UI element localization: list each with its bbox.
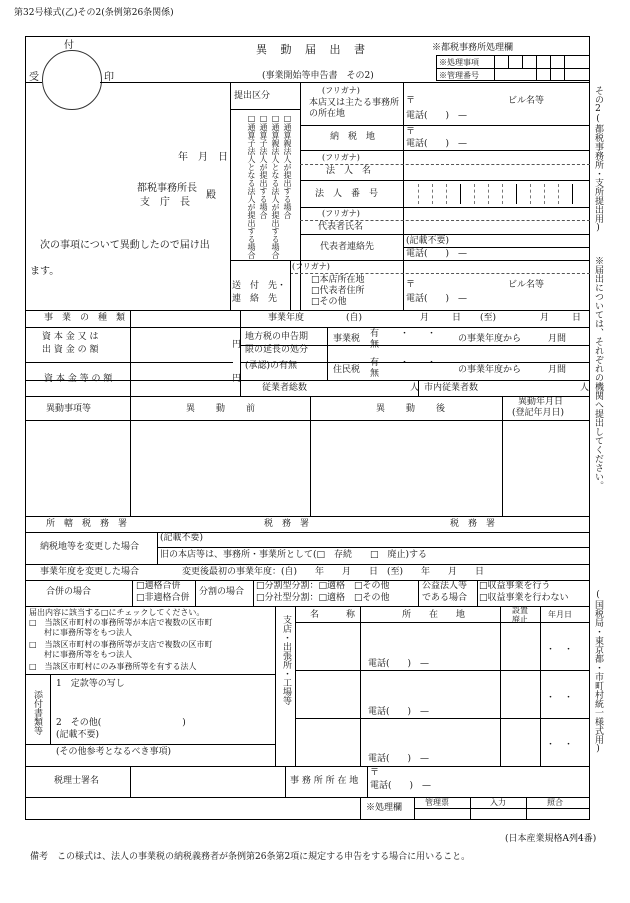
tax-accountant-label: 税理士署名	[54, 776, 100, 786]
rep-contact-note: (記載不要)	[406, 236, 450, 246]
branch-3-dots: ・ ・	[546, 740, 574, 750]
corp-name-label: 法 人 名	[326, 166, 372, 176]
extension-label-1: 地方税の申告期	[245, 332, 309, 342]
branch-1-dots: ・ ・	[546, 645, 574, 655]
fiscal-from-month: 月	[420, 313, 430, 323]
employees-label: 従業者総数	[262, 383, 308, 393]
side-note-bottom: (国税局・東京都・市町村統一様式用)	[593, 590, 603, 754]
enterprise-from-fy: の事業年度から	[458, 334, 522, 344]
resident-months: 月間	[548, 365, 567, 375]
send-building-label: ビル名等	[508, 280, 545, 290]
split-option-1[interactable]: □分割型分割：□適格 □その他	[256, 581, 390, 591]
branch-address-col: 所 在 地	[402, 610, 466, 620]
office-use-title: ※都税事務所処理欄	[432, 43, 514, 53]
form-subtitle: (事業開始等申告書 その2)	[262, 71, 374, 81]
addressee-3: 殿	[206, 190, 216, 201]
send-postal: 〒	[406, 280, 416, 290]
fiscal-year-label: 事業年度	[268, 313, 305, 323]
tax-accountant-field[interactable]	[131, 767, 284, 796]
fiscal-to-month: 月	[540, 313, 550, 323]
send-option-rep[interactable]: □代表者住所	[311, 286, 365, 296]
check-option-3[interactable]: □ 当該区市町村にのみ事務所等を有する法人	[29, 662, 197, 671]
split-option-2[interactable]: □分社型分割：□適格 □その他	[256, 593, 390, 603]
office-use-item2: ※管理番号	[439, 71, 479, 80]
resident-from-fy: の事業年度から	[458, 365, 522, 375]
processing-col-2: 入力	[490, 798, 506, 807]
resident-tax-yes[interactable]: 有	[370, 358, 380, 368]
check-option-2a[interactable]: □ 当該区市町村の事務所等が支店で複数の区市町	[29, 640, 213, 649]
furigana-hq: (フリガナ)	[322, 86, 360, 95]
tax-office-label: 所 轄 税 務 署	[46, 519, 128, 529]
other-reference[interactable]: (その他参考となるべき事項)	[56, 747, 172, 757]
public-corp-label-2: である場合	[422, 593, 468, 603]
fiscal-to-day: 日	[572, 313, 582, 323]
category-option-3[interactable]: □通算親法人となる法人が提出する場合	[271, 114, 280, 259]
receipt-stamp-left: 受	[29, 72, 39, 83]
fiscal-from: (自)	[346, 313, 363, 323]
public-option-1[interactable]: □収益事業を行う	[479, 581, 551, 591]
category-option-1[interactable]: □通算子法人となる法人が提出する場合	[247, 114, 256, 259]
processing-col-3: 照合	[547, 798, 563, 807]
addressee-1: 都税事務所長	[137, 183, 197, 194]
form-number: 第32号様式(乙)その2(条例第26条関係)	[14, 8, 174, 18]
fiscal-from-day: 日	[452, 313, 462, 323]
date-label: 年 月 日	[178, 152, 228, 163]
change-after-label: 異 動 後	[376, 404, 452, 414]
business-type-label: 事 業 の 種 類	[44, 313, 126, 323]
notice-text-2: ます。	[30, 266, 60, 277]
furigana-rep: (フリガナ)	[322, 209, 360, 218]
check-option-2b: 村に事務所等をもつ法人	[44, 650, 132, 659]
capital-label-2: 出 資 金 の 額	[42, 345, 99, 355]
check-option-1b: 村に事務所等をもつ法人	[44, 628, 132, 637]
tax-office-before: 税 務 署	[264, 519, 310, 529]
office-address-label: 事 務 所 所 在 地	[290, 776, 359, 786]
office-postal: 〒	[370, 768, 380, 778]
category-option-4[interactable]: □通算親法人が提出する場合	[283, 114, 292, 219]
processing-label: ※処理欄	[366, 803, 403, 813]
change-after-field[interactable]	[311, 421, 501, 515]
branch-est-col-2: 廃止	[512, 615, 528, 624]
fiscal-to: (至)	[480, 313, 497, 323]
send-option-other[interactable]: □その他	[311, 297, 347, 307]
change-before-label: 異 動 前	[186, 404, 262, 414]
hq-phone-label: 電話( ) —	[406, 111, 468, 121]
send-phone: 電話( ) —	[406, 294, 468, 304]
rep-name-label: 代表者氏名	[318, 222, 364, 232]
tax-place-change-note: (記載不要)	[160, 533, 204, 543]
jis-note: (日本産業規格A列4番)	[505, 834, 597, 844]
category-label: 提出区分	[234, 91, 271, 101]
fy-change-label: 事業年度を変更した場合	[40, 567, 140, 577]
office-phone: 電話( ) —	[370, 781, 432, 791]
branch-est-col-1: 設置	[512, 606, 528, 615]
capital-yen: 円	[232, 340, 242, 350]
form-title: 異 動 届 出 書	[256, 43, 370, 56]
enterprise-tax-label: 事業税	[333, 334, 361, 344]
attach-item-1[interactable]: 1 定款等の写し	[56, 679, 125, 689]
corp-number-label: 法 人 番 号	[315, 189, 379, 199]
side-note-mid: ※届出については、それぞれの機関へ提出してください。	[593, 256, 603, 490]
check-heading: 届出内容に該当する□にチェックしてください。	[29, 608, 205, 617]
extension-label-2: 限の延長の処分	[245, 345, 309, 355]
change-item-label: 異動事項等	[46, 404, 92, 414]
corp-number-field[interactable]	[406, 182, 588, 205]
merger-option-nonqualified[interactable]: □非適格合併	[136, 593, 190, 603]
city-employees-label: 市内従業者数	[424, 383, 479, 393]
branches-side-label: 支店・出張所・工場等	[281, 615, 291, 705]
receipt-stamp-top: 付	[64, 40, 74, 51]
rep-contact-label: 代表者連絡先	[320, 242, 375, 252]
office-use-item1: ※処理事項	[439, 58, 479, 67]
furigana-corp: (フリガナ)	[322, 153, 360, 162]
receipt-stamp-circle	[42, 50, 102, 110]
tax-place-postal: 〒	[406, 127, 416, 137]
receipt-stamp-right: 印	[104, 72, 114, 83]
capital-amount-yen: 円	[232, 374, 242, 384]
send-to-label: 送 付 先・連 絡 先	[232, 281, 287, 304]
change-date-label-1: 異動年月日	[518, 397, 564, 407]
attach-item-2[interactable]: 2 その他( )	[56, 718, 186, 728]
resident-tax-no[interactable]: 無	[370, 369, 380, 379]
hq-building-label: ビル名等	[508, 96, 545, 106]
tax-place-phone: 電話( ) —	[406, 139, 468, 149]
public-corp-label-1: 公益法人等	[422, 581, 468, 591]
furigana-send: (フリガナ)	[292, 262, 330, 271]
check-option-1a[interactable]: □ 当該区市町村の事務所等が本店で複数の区市町	[29, 618, 213, 627]
capital-amount-label: 資 本 金 等 の 額	[44, 374, 113, 384]
attach-label: 添付書類等	[32, 690, 42, 735]
notice-text-1: 次の事項について異動したので届け出	[40, 240, 210, 251]
rep-contact-phone: 電話( ) —	[406, 249, 468, 259]
hq-address-label: 本店又は主たる事務所の所在地	[309, 98, 400, 119]
branch-2-dots: ・ ・	[546, 693, 574, 703]
city-employees-persons: 人	[580, 383, 590, 393]
change-before-field[interactable]	[131, 421, 309, 515]
branch-3-phone: 電話( ) —	[368, 754, 430, 764]
processing-col-1: 管理票	[425, 798, 449, 807]
tax-place-label: 納 税 地	[330, 132, 376, 142]
hq-postal-mark: 〒	[406, 96, 416, 106]
split-label: 分割の場合	[199, 587, 245, 597]
category-option-2[interactable]: □通算子法人が提出する場合	[259, 114, 268, 219]
branch-2-phone: 電話( ) —	[368, 707, 430, 717]
change-date-label-2: (登記年月日)	[512, 408, 565, 418]
fy-change-text: 変更後最初の事業年度：(自) 年 月 日 (至) 年 月 日	[182, 567, 485, 577]
public-option-2[interactable]: □収益事業を行わない	[479, 593, 569, 603]
remark-text: 備考 この様式は、法人の事業税の納税義務者が条例第26条第2項に規定する申告をする場合に用いること。	[30, 852, 471, 862]
extension-label-3: (承認)の有無	[245, 361, 298, 371]
employees-persons: 人	[410, 383, 420, 393]
enterprise-tax-no[interactable]: 無	[370, 340, 380, 350]
attach-note: (記載不要)	[56, 730, 100, 740]
merger-label: 合併の場合	[46, 587, 92, 597]
branch-date-col: 年月日	[548, 610, 572, 619]
enterprise-tax-yes[interactable]: 有	[370, 329, 380, 339]
side-note-top: その2(都税事務所・支所提出用)	[593, 86, 603, 233]
capital-label-1: 資 本 金 又 は	[42, 332, 99, 342]
tax-place-change-label: 納税地等を変更した場合	[40, 542, 140, 552]
branch-1-phone: 電話( ) —	[368, 659, 430, 669]
send-option-hq[interactable]: □本店所在地	[311, 275, 365, 285]
tax-office-after: 税 務 署	[450, 519, 496, 529]
enterprise-months: 月間	[548, 334, 567, 344]
addressee-2: 支 庁 長	[140, 197, 190, 208]
resident-tax-label: 住民税	[333, 365, 361, 375]
merger-option-qualified[interactable]: □適格合併	[136, 581, 181, 591]
old-hq-text[interactable]: 旧の本店等は、事務所・事業所として(□ 存続 □ 廃止)する	[160, 550, 428, 560]
branch-name-col: 名 称	[310, 610, 356, 620]
